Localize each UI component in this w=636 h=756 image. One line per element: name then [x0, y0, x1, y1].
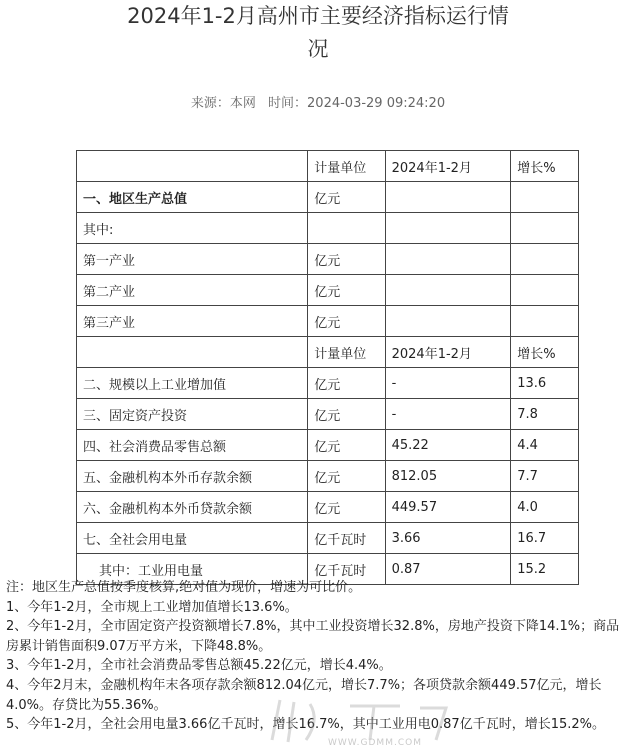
table-row: [77, 492, 579, 523]
table-cell: 其中:: [77, 213, 308, 244]
note-4: 4、今年2月末，金融机构年末各项存款余额812.04亿元，增长7.7%；各项贷款余额449.57亿元，增长4.0%。存贷比为55.36%。: [6, 677, 602, 713]
table-cell: 亿元: [308, 492, 385, 523]
table-row: [77, 275, 579, 306]
table-cell: [385, 213, 511, 244]
table-cell: 增长%: [511, 337, 579, 368]
table-cell: 第三产业: [77, 306, 308, 337]
table-cell: 0.87: [385, 554, 511, 585]
table-cell: [511, 213, 579, 244]
table-cell: 计量单位: [308, 151, 385, 182]
table-cell: 亿元: [308, 306, 385, 337]
table-cell: [511, 306, 579, 337]
table-cell: 五、金融机构本外币存款余额: [77, 461, 308, 492]
table-cell: 一、地区生产总值: [77, 182, 308, 213]
table-cell: -: [385, 399, 511, 430]
article-meta: [0, 92, 636, 111]
table-cell: 其中：工业用电量: [77, 554, 308, 585]
table-cell: 亿元: [308, 182, 385, 213]
table-cell: 二、规模以上工业增加值: [77, 368, 308, 399]
table-cell: [385, 275, 511, 306]
table-cell: 三、固定资产投资: [77, 399, 308, 430]
table-row: [77, 430, 579, 461]
site-watermark: [250, 690, 500, 750]
note-3: 3、今年1-2月，全市社会消费品零售总额45.22亿元，增长4.4%。: [6, 658, 392, 674]
table-cell: 812.05: [385, 461, 511, 492]
publish-time: 时间：2024-03-29 09:24:20: [268, 96, 446, 111]
note-2: 2、今年1-2月，全市固定资产投资额增长7.8%，其中工业投资增长32.8%，房地产投资下降14.1%；商品房累计销售面积9.07万平方米，下降48.8%。: [6, 619, 620, 654]
table-cell: -: [385, 368, 511, 399]
table-cell: 亿元: [308, 368, 385, 399]
table-cell: 六、金融机构本外币贷款余额: [77, 492, 308, 523]
table-cell: 亿元: [308, 461, 385, 492]
table-cell: 增长%: [511, 151, 579, 182]
table-cell: 45.22: [385, 430, 511, 461]
table-cell: 亿元: [308, 275, 385, 306]
article-title: [0, 0, 636, 66]
table-cell: 亿元: [308, 399, 385, 430]
table-row: [77, 399, 579, 430]
watermark-text: WWW.GDMM.COM: [328, 738, 422, 748]
table-cell: [77, 151, 308, 182]
source-label: 来源：本网: [190, 96, 256, 111]
article-title-line-2: 况: [307, 37, 329, 61]
table-cell: 2024年1-2月: [385, 337, 511, 368]
table-cell: 449.57: [385, 492, 511, 523]
table-row: [77, 213, 579, 244]
table-cell: [511, 244, 579, 275]
table-cell: [511, 275, 579, 306]
table-cell: 七、全社会用电量: [77, 523, 308, 554]
table-cell: 16.7: [511, 523, 579, 554]
table-cell: [385, 306, 511, 337]
table-cell: 3.66: [385, 523, 511, 554]
note-0: 注：地区生产总值按季度核算,绝对值为现价，增速为可比价。: [6, 580, 362, 595]
table-cell: [385, 182, 511, 213]
table-cell: [77, 337, 308, 368]
table-cell: 第二产业: [77, 275, 308, 306]
table-cell: 4.0: [511, 492, 579, 523]
table-row: [77, 151, 579, 182]
table-cell: 亿千瓦时: [308, 523, 385, 554]
table-cell: 第一产业: [77, 244, 308, 275]
table-row: [77, 523, 579, 554]
note-5: 5、今年1-2月，全社会用电量3.66亿千瓦时，增长16.7%，其中工业用电0.87亿千瓦时，增长15.2%。: [6, 717, 605, 733]
table-cell: 7.7: [511, 461, 579, 492]
table-cell: [511, 182, 579, 213]
table-cell: 4.4: [511, 430, 579, 461]
table-cell: 15.2: [511, 554, 579, 585]
table-cell: 13.6: [511, 368, 579, 399]
table-cell: 亿元: [308, 430, 385, 461]
table-row: [77, 461, 579, 492]
table-body: [77, 151, 579, 585]
table-cell: 亿千瓦时: [308, 554, 385, 585]
table-cell: 计量单位: [308, 337, 385, 368]
table-cell: 亿元: [308, 244, 385, 275]
table-cell: [308, 213, 385, 244]
table-cell: 2024年1-2月: [385, 151, 511, 182]
table-row: [77, 306, 579, 337]
table-cell: 四、社会消费品零售总额: [77, 430, 308, 461]
table-row: [77, 244, 579, 275]
table-row: [77, 182, 579, 213]
table-cell: [385, 244, 511, 275]
article-title-line-1: 2024年1-2月高州市主要经济指标运行情: [127, 4, 509, 28]
economic-indicators-table: [76, 150, 579, 585]
table-row: [77, 337, 579, 368]
table-row: [77, 368, 579, 399]
table-cell: 7.8: [511, 399, 579, 430]
note-1: 1、今年1-2月，全市规上工业增加值增长13.6%。: [6, 599, 298, 615]
